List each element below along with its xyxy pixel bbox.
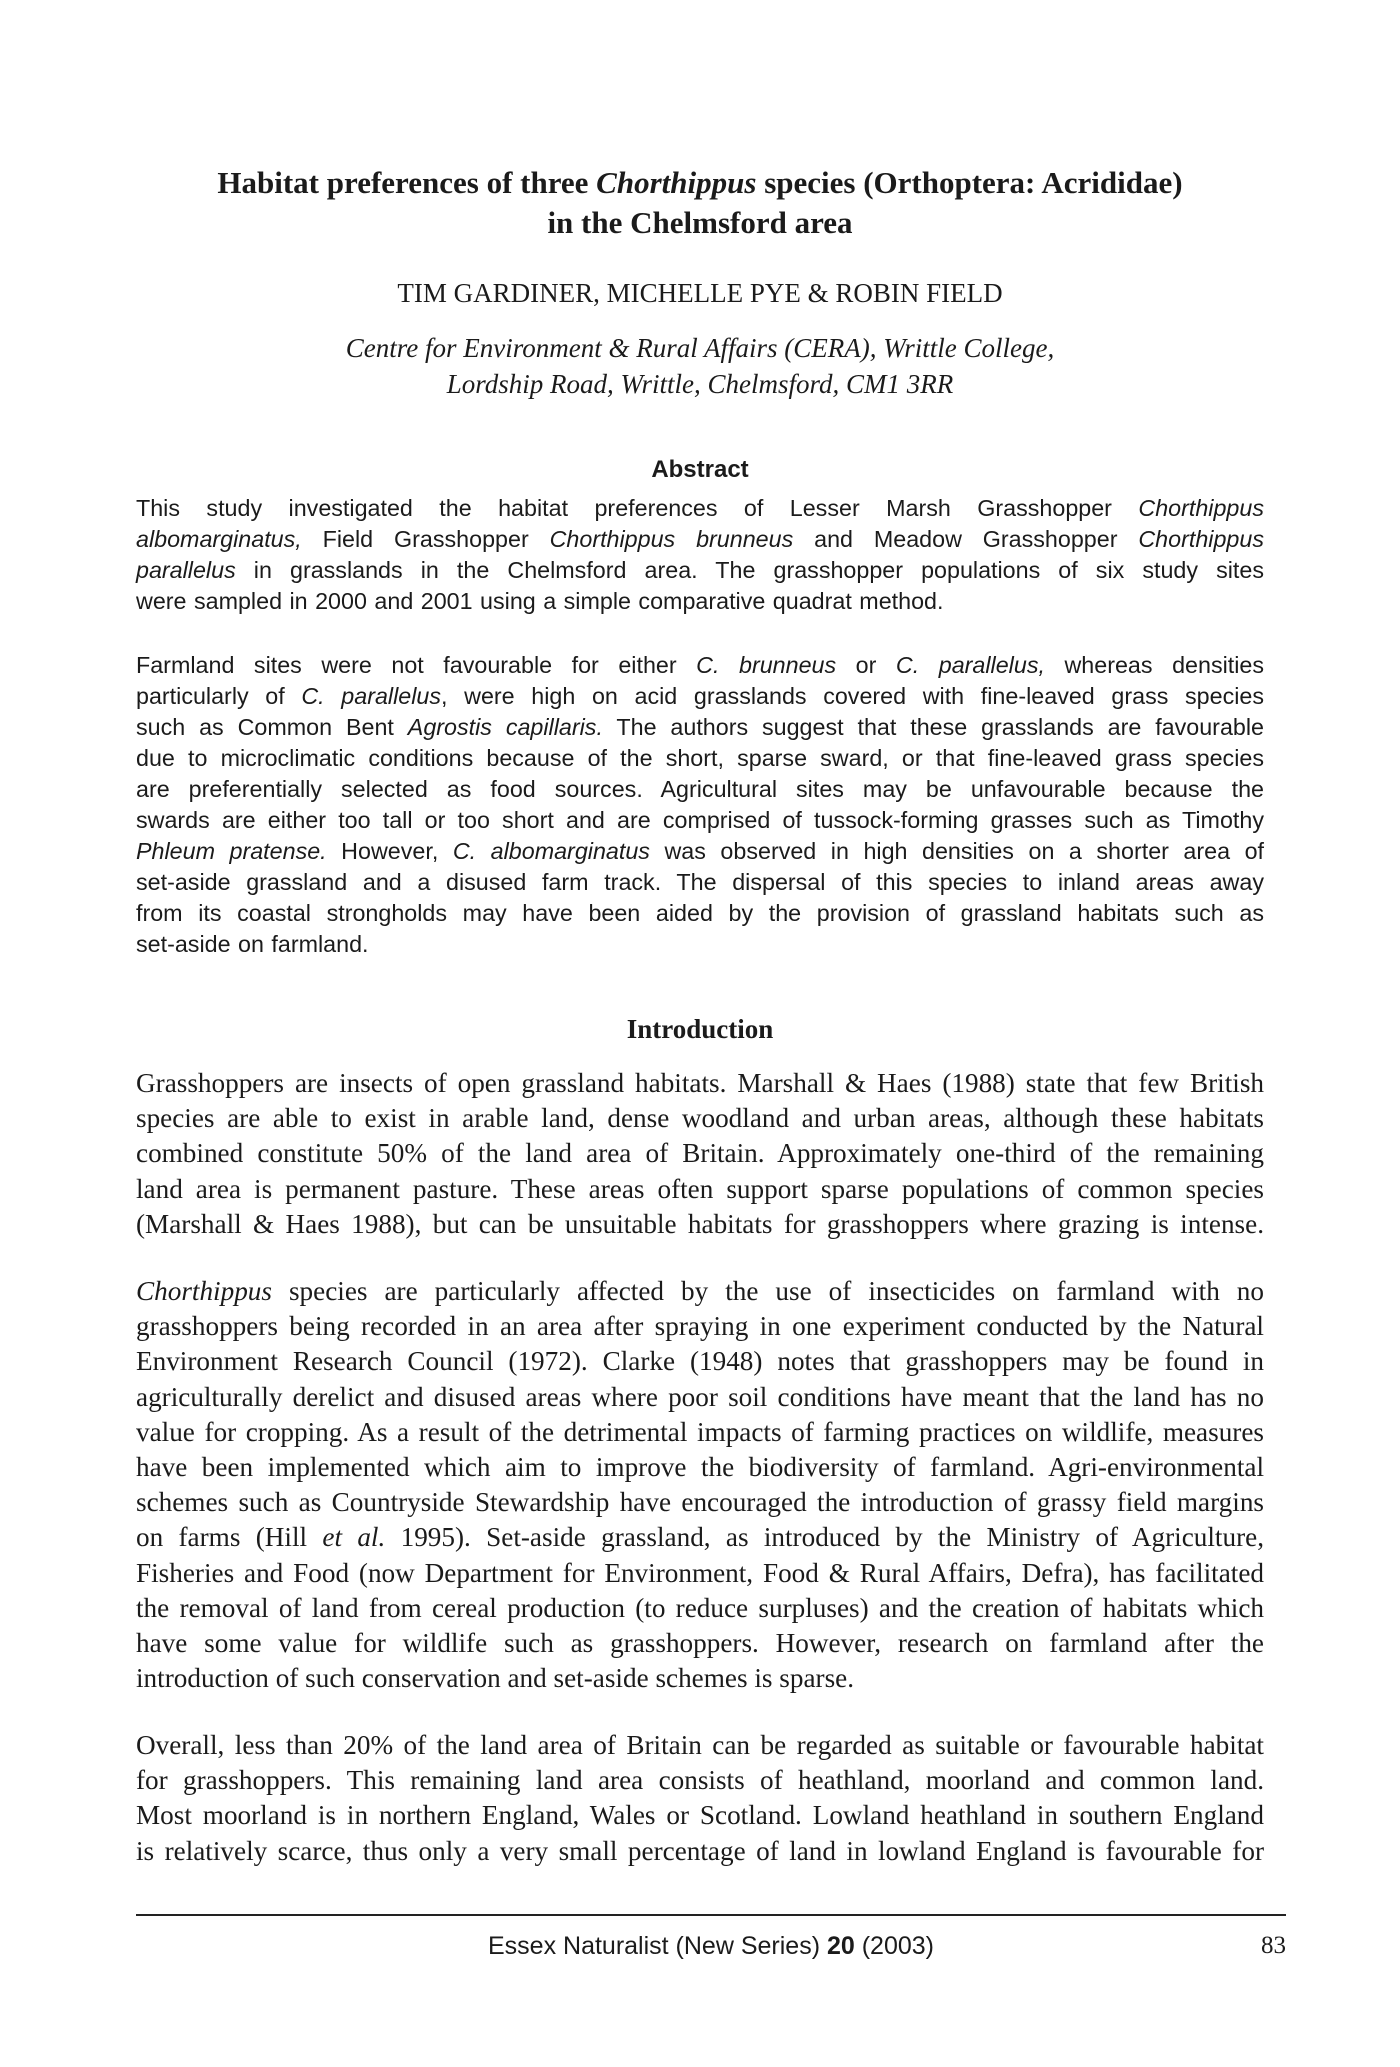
text-line: combined constitute 50% of the land area of Britain. Approximately one-third of the remaining xyxy=(136,1138,1264,1169)
text-line: This study investigated the habitat preferences of Lesser Marsh Grasshopper Chorthippus xyxy=(136,495,1264,521)
text-line: land area is permanent pasture. These areas often support sparse populations of common species xyxy=(136,1173,1264,1204)
text-line: set-aside grassland and a disused farm track. The dispersal of this species to inland areas away xyxy=(136,869,1264,895)
abstract-paragraph-2 xyxy=(136,650,1264,960)
text-line: particularly of C. parallelus, were high on acid grasslands covered with fine-leaved grass species xyxy=(136,683,1264,709)
text-line: value for cropping. As a result of the detrimental impacts of farming practices on wildlife, measures xyxy=(136,1416,1264,1447)
paper-title-line2: in the Chelmsford area xyxy=(547,205,853,240)
text-line: were sampled in 2000 and 2001 using a simple comparative quadrat method. xyxy=(136,588,944,614)
text-line: parallelus in grasslands in the Chelmsford area. The grasshopper populations of six study sites xyxy=(136,557,1264,583)
paper-title xyxy=(140,163,1260,203)
text-line: (Marshall & Haes 1988), but can be unsuitable habitats for grasshoppers where grazing is intense. xyxy=(136,1208,1264,1239)
title-text: species (Orthoptera: Acrididae) xyxy=(756,165,1183,200)
text-line: due to microclimatic conditions because of the short, sparse sward, or that fine-leaved grass species xyxy=(136,745,1264,771)
text-line: Overall, less than 20% of the land area of Britain can be regarded as suitable or favourable habitat xyxy=(136,1730,1264,1760)
title-genus: Chorthippus xyxy=(596,165,757,200)
abstract-heading: Abstract xyxy=(651,456,749,483)
text-line: on farms (Hill et al. 1995). Set-aside grassland, as introduced by the Ministry of Agriculture, xyxy=(136,1522,1264,1553)
affiliation xyxy=(140,330,1260,402)
text-line: Phleum pratense. However, C. albomarginatus was observed in high densities on a shorter area of xyxy=(136,838,1265,864)
text-line: such as Common Bent Agrostis capillaris. The authors suggest that these grasslands are favourable xyxy=(136,714,1264,740)
text-line: introduction of such conservation and set-aside schemes is sparse. xyxy=(136,1663,855,1694)
text-line: agriculturally derelict and disused areas where poor soil conditions have meant that the land has no xyxy=(136,1381,1264,1412)
text-line: swards are either too tall or too short and are comprised of tussock-forming grasses such as Timothy xyxy=(136,807,1264,833)
text-line: grasshoppers being recorded in an area after spraying in one experiment conducted by the Natural xyxy=(136,1311,1264,1342)
text-line: is relatively scarce, thus only a very small percentage of land in lowland England is favourable for xyxy=(136,1835,1264,1866)
text-line: Fisheries and Food (now Department for Environment, Food & Rural Affairs, Defra), has facilitated xyxy=(136,1557,1264,1588)
text-line: have some value for wildlife such as grasshoppers. However, research on farmland after the xyxy=(136,1628,1264,1659)
journal-citation: Essex Naturalist (New Series) 20 (2003) xyxy=(487,1932,934,1960)
author-list: TIM GARDINER, MICHELLE PYE & ROBIN FIELD xyxy=(397,278,1003,308)
text-line: set-aside on farmland. xyxy=(136,931,369,957)
text-line: albomarginatus, Field Grasshopper Chorthippus brunneus and Meadow Grasshopper Chorthippus xyxy=(136,526,1264,552)
introduction-heading: Introduction xyxy=(626,1014,774,1044)
text-line: Chorthippus species are particularly affected by the use of insecticides on farmland with no xyxy=(136,1276,1264,1306)
text-line: Grasshoppers are insects of open grassland habitats. Marshall & Haes (1988) state that few British xyxy=(136,1068,1264,1098)
text-line: Environment Research Council (1972). Clarke (1948) notes that grasshoppers may be found in xyxy=(136,1346,1264,1377)
text-line: Farmland sites were not favourable for either C. brunneus or C. parallelus, whereas densities xyxy=(136,652,1265,678)
text-line: from its coastal strongholds may have been aided by the provision of grassland habitats such as xyxy=(136,900,1264,926)
page-number: 83 xyxy=(1261,1932,1286,1959)
text-line: schemes such as Countryside Stewardship have encouraged the introduction of grassy field margins xyxy=(136,1487,1264,1518)
abstract-paragraph-1 xyxy=(136,493,1264,617)
affiliation-line: Lordship Road, Writtle, Chelmsford, CM1 3RR xyxy=(446,369,954,399)
title-text: Habitat preferences of three xyxy=(217,165,597,200)
introduction-paragraph-1 xyxy=(136,1066,1264,1242)
affiliation-line: Centre for Environment & Rural Affairs (CERA), Writtle College, xyxy=(345,333,1055,363)
text-line: Most moorland is in northern England, Wales or Scotland. Lowland heathland in southern England xyxy=(136,1800,1264,1831)
text-line: species are able to exist in arable land, dense woodland and urban areas, although these habitats xyxy=(136,1103,1264,1134)
text-line: the removal of land from cereal production (to reduce surpluses) and the creation of habitats which xyxy=(136,1592,1264,1623)
text-line: are preferentially selected as food sources. Agricultural sites may be unfavourable because the xyxy=(136,776,1264,802)
text-line: have been implemented which aim to improve the biodiversity of farmland. Agri-environmental xyxy=(136,1452,1264,1483)
introduction-paragraph-2 xyxy=(136,1274,1264,1696)
text-line: for grasshoppers. This remaining land area consists of heathland, moorland and common land. xyxy=(136,1765,1264,1796)
introduction-paragraph-3 xyxy=(136,1728,1264,1869)
footer-divider xyxy=(136,1914,1286,1916)
